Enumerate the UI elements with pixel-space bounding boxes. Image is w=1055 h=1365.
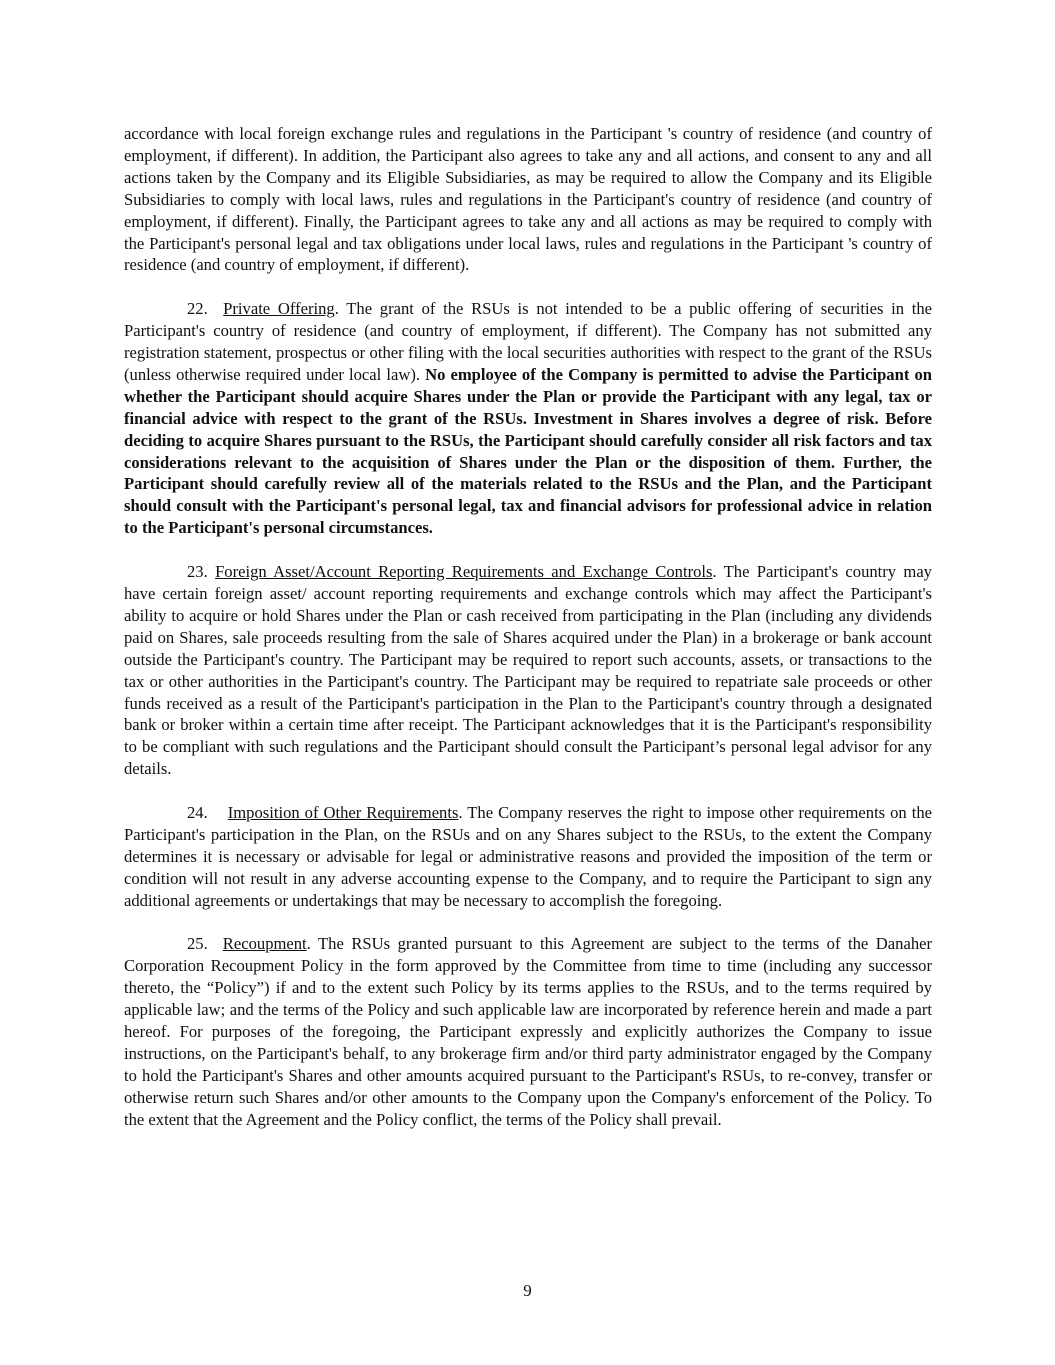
section-number: 25.: [187, 934, 208, 954]
section-23-foreign-asset-reporting: [124, 561, 932, 780]
section-number: 22.: [187, 299, 208, 319]
section-heading: Foreign Asset/Account Reporting Requirements and Exchange Controls: [215, 562, 713, 582]
continuation-paragraph: accordance with local foreign exchange rules and regulations in the Participant 's country of residence (and country of employment, if different). In addition, the Participant also agrees to take any and all actions, and consent to any and all actions taken by the Company and its Eligible Subsidiaries, as may be required to allow the Company and its Eligible Subsidiaries to comply with local laws, rules and regulations in the Participant's country of residence (and country of employment, if different). Finally, the Participant agrees to take any and all actions as may be required to comply with the Participant's personal legal and tax obligations under local laws, rules and regulations in the Participant 's country of residence (and country of employment, if different).: [124, 124, 932, 275]
document-body: [124, 123, 932, 1153]
section-24-imposition-of-other-requirements: [124, 802, 932, 912]
section-heading: Imposition of Other Requirements: [227, 803, 459, 823]
section-22-private-offering: [124, 298, 932, 539]
section-text: . The Company reserves the right to impose other requirements on the Participant's participation in the Plan, on the RSUs and on any Shares subject to the RSUs, to the extent the Company determines it is necessary or advisable for legal or administrative reasons and provided the imposition of the term or condition will not result in any adverse accounting expense to the Company, and to require the Participant to sign any additional agreements or undertakings that may be necessary to accomplish the foregoing.: [124, 803, 932, 910]
section-heading: Private Offering: [223, 299, 335, 319]
section-number: 24.: [187, 803, 208, 823]
section-bold-text: No employee of the Company is permitted to advise the Participant on whether the Participant should acquire Shares under the Plan or provide the Participant with any legal, tax or financial advice with respect to the grant of the RSUs. Investment in Shares involves a degree of risk. Before deciding to acquire Shares pursuant to the RSUs, the Participant should carefully consider all risk factors and tax considerations relevant to the acquisition of Shares under the Plan or the disposition of them. Further, the Participant should carefully review all of the materials related to the RSUs and the Plan, and the Participant should consult with the Participant's personal legal, tax and financial advisors for professional advice in relation to the Participant's personal circumstances.: [124, 364, 932, 538]
section-text: . The RSUs granted pursuant to this Agreement are subject to the terms of the Danaher Corporation Recoupment Policy in the form approved by the Committee from time to time (including any successor thereto, the “Policy”) if and to the extent such Policy by its terms applies to the RSUs, and to the terms required by applicable law; and the terms of the Policy and such applicable law are incorporated by reference herein and made a part hereof. For purposes of the foregoing, the Participant expressly and explicitly authorizes the Company to issue instructions, on the Participant's behalf, to any brokerage firm and/or third party administrator engaged by the Company to hold the Participant's Shares and other amounts acquired pursuant to the Participant's RSUs, to re-convey, transfer or otherwise return such Shares and/or other amounts to the Company upon the Company's enforcement of the Policy. To the extent that the Agreement and the Policy conflict, the terms of the Policy shall prevail.: [124, 934, 933, 1129]
section-heading: Recoupment: [222, 934, 307, 954]
page-number: 9: [523, 1281, 532, 1300]
section-25-recoupment: [124, 933, 932, 1130]
section-number: 23.: [187, 562, 208, 582]
section-text: . The grant of the RSUs is not intended to be a public offering of securities in the Participant's country of residence (and country of employment, if different). The Company has not submitted any registration statement, prospectus or other filing with the local securities authorities with respect to the grant of the RSUs (unless otherwise required under local law).: [124, 299, 932, 384]
section-text: . The Participant's country may have certain foreign asset/ account reporting requirements and exchange controls which may affect the Participant's ability to acquire or hold Shares under the Plan or cash received from participating in the Plan (including any dividends paid on Shares, sale proceeds resulting from the sale of Shares acquired under the Plan) in a brokerage or bank account outside the Participant's country. The Participant may be required to report such accounts, assets, or transactions to the tax or other authorities in the Participant's country. The Participant may be required to repatriate sale proceeds or other funds received as a result of the Participant's participation in the Plan to the Participant's country through a designated bank or broker within a certain time after receipt. The Participant acknowledges that it is the Participant's responsibility to be compliant with such regulations and the Participant should consult the Participant’s personal legal advisor for any details.: [124, 562, 932, 779]
